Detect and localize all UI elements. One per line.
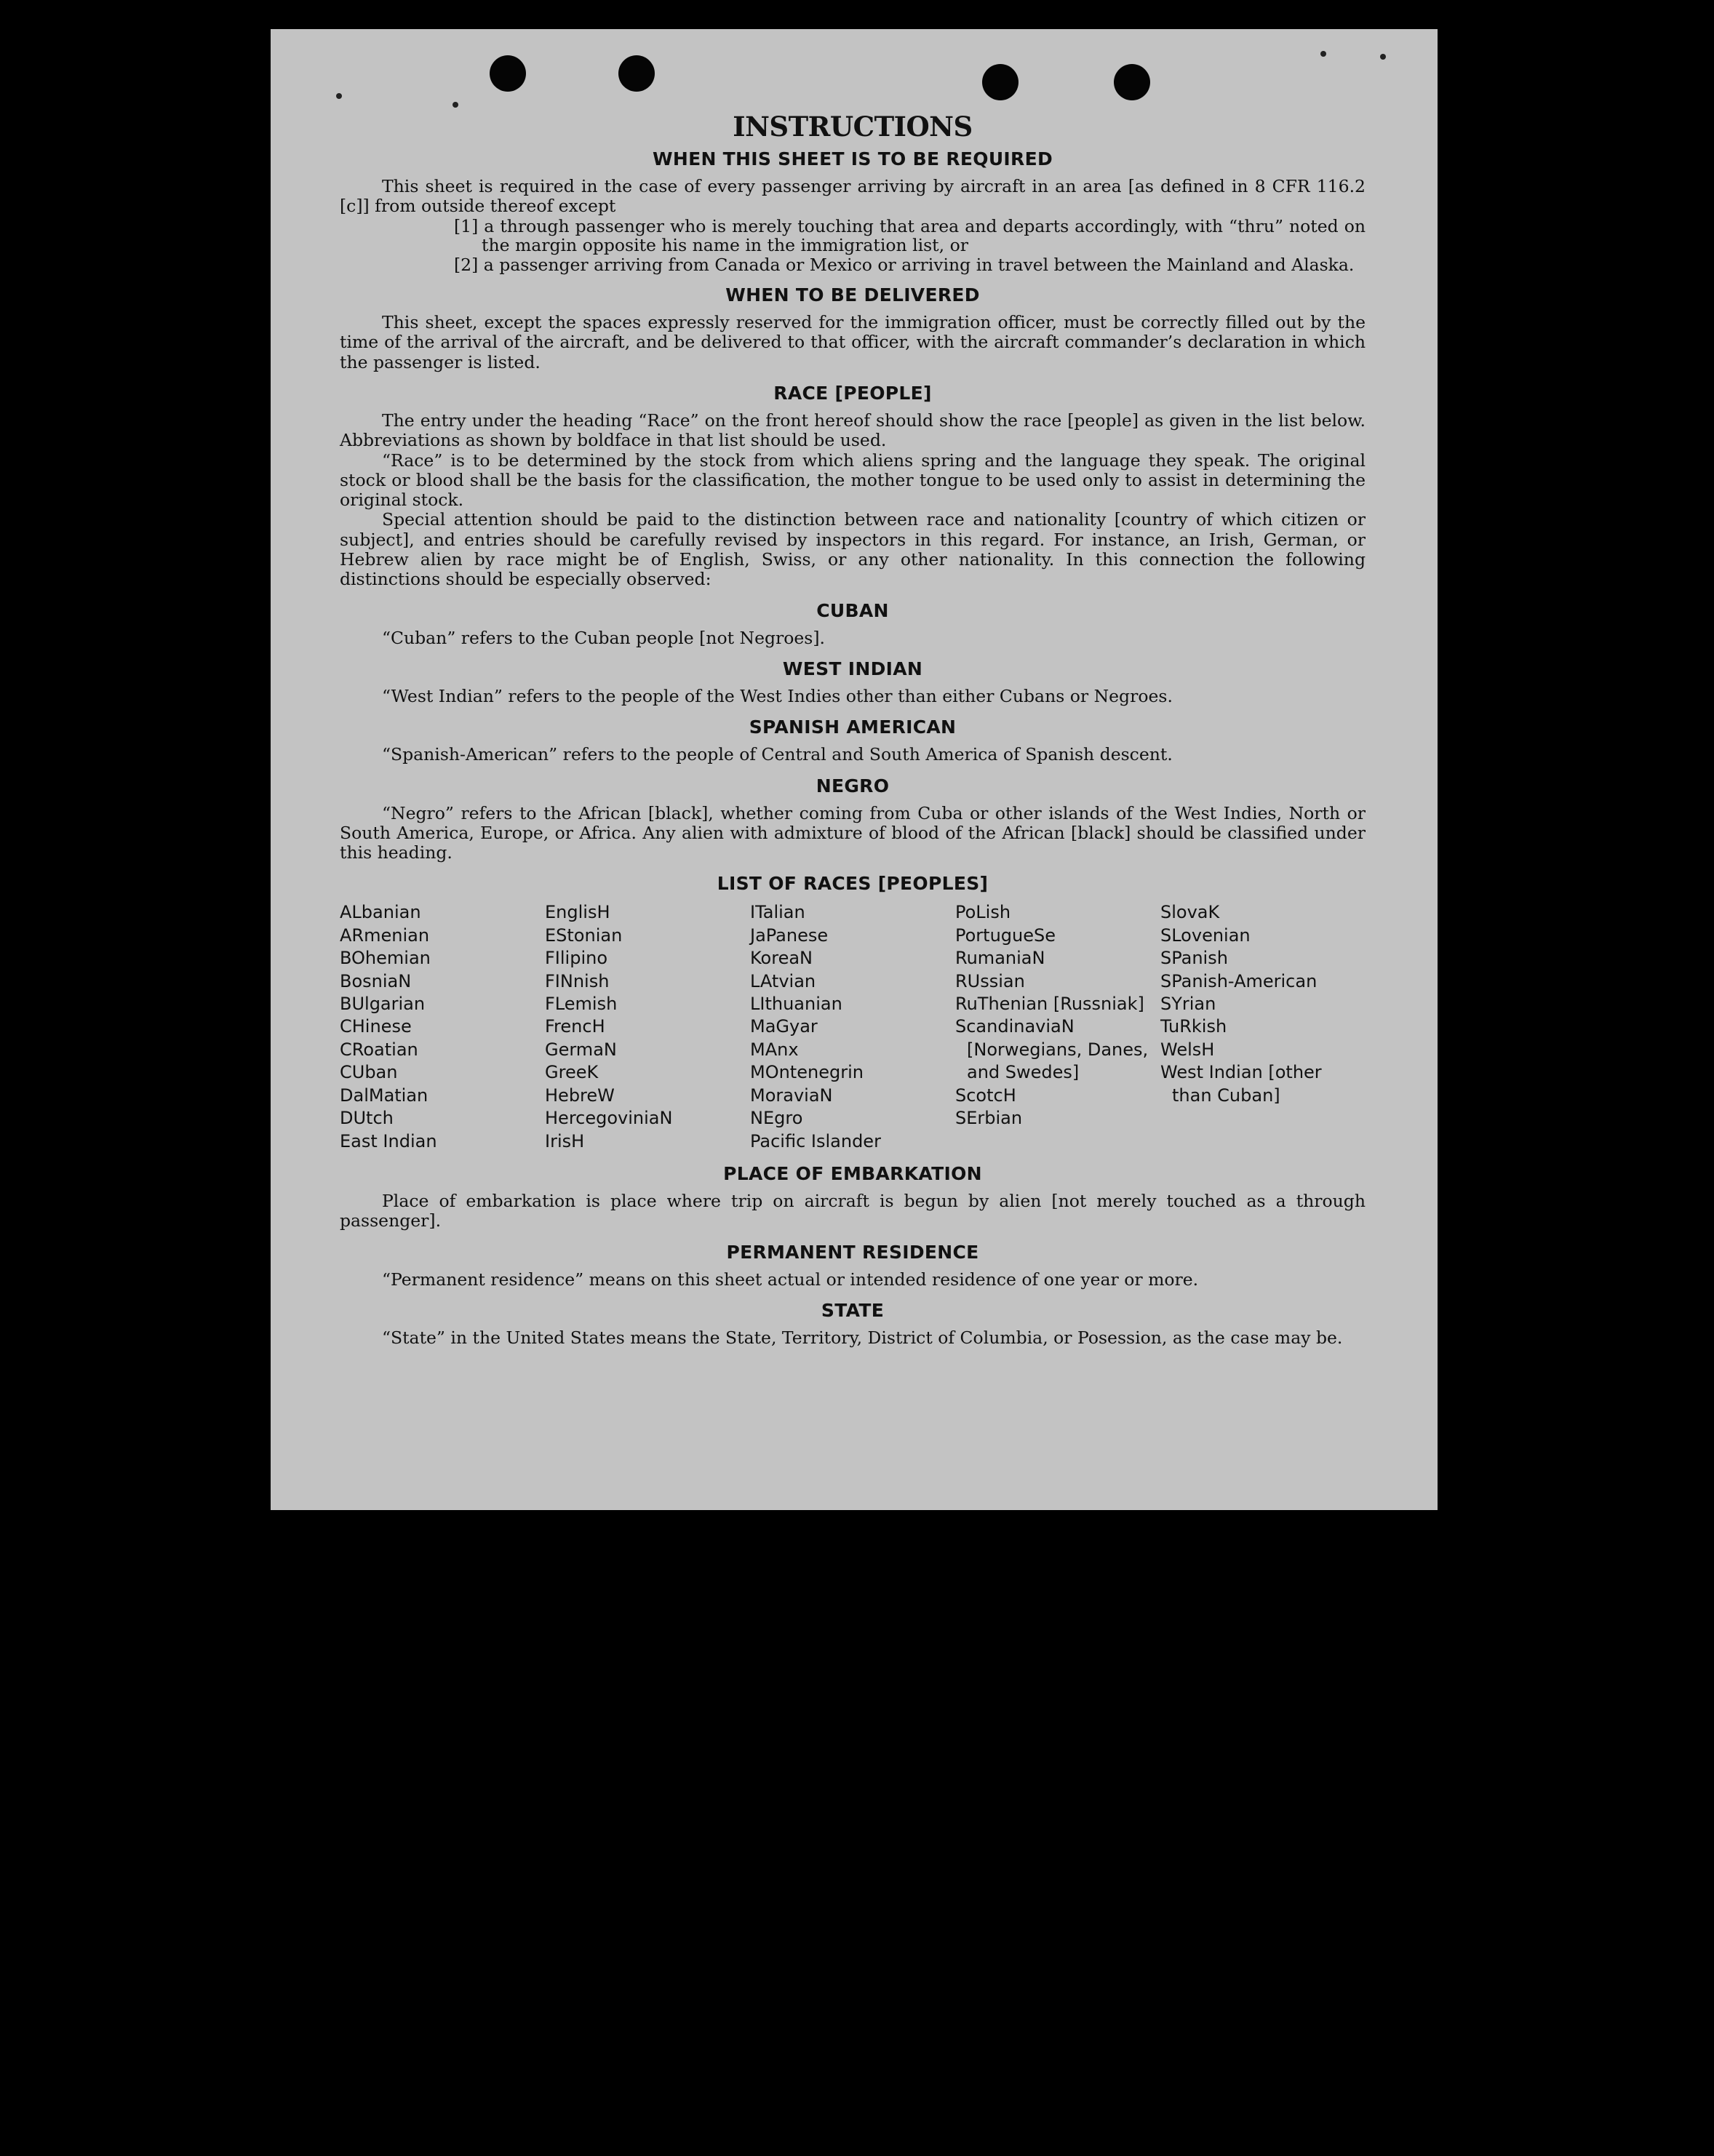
race-entry: ScotcH xyxy=(955,1085,1016,1106)
race-entry: IrisH xyxy=(545,1130,585,1151)
race-entry: WelsH xyxy=(1160,1039,1215,1060)
section-race xyxy=(340,383,1366,590)
race-entry: MAnx xyxy=(750,1039,799,1060)
races-list xyxy=(340,901,1366,1152)
race-entry: HercegoviniaN xyxy=(545,1108,673,1129)
race-entry: FrencH xyxy=(545,1016,605,1037)
punch-hole xyxy=(490,55,526,92)
section-heading: WHEN THIS SHEET IS TO BE REQUIRED xyxy=(652,148,1053,169)
race-entry: BosniaN xyxy=(340,970,412,991)
exception-item: [2] a passenger arriving from Canada or Mexico or arriving in travel between the Mainland and Alaska. xyxy=(454,254,1355,275)
section-state xyxy=(340,1300,1366,1348)
race-entry: SlovaK xyxy=(1160,902,1220,923)
race-entry: SLovenian xyxy=(1160,925,1251,946)
paragraph: “West Indian” refers to the people of the West Indies other than either Cubans or Negroes. xyxy=(382,685,1173,706)
paragraph: This sheet, except the spaces expressly reserved for the immigration officer, must be correctly filled out by the time of the arrival of the aircraft, and be delivered to that officer, with the aircraft commander’s declaration in which the passenger is listed. xyxy=(340,312,1366,372)
race-entry: NEgro xyxy=(750,1108,803,1129)
paragraph: “Race” is to be determined by the stock from which aliens spring and the language they speak. The original stock or blood shall be the basis for the classification, the mother tongue to be used only to assist in determining the original stock. xyxy=(340,450,1366,511)
race-entry: PortugueSe xyxy=(955,925,1056,946)
page-title: INSTRUCTIONS xyxy=(733,111,973,143)
race-entry: SPanish-American xyxy=(1160,970,1318,991)
race-entry: FIlipino xyxy=(545,948,608,969)
race-entry: PoLish xyxy=(955,902,1011,923)
race-entry: MoraviaN xyxy=(750,1085,833,1106)
race-entry: MaGyar xyxy=(750,1016,818,1037)
race-entry: CUban xyxy=(340,1062,398,1083)
section-permanent-residence xyxy=(340,1242,1366,1290)
section-heading: PLACE OF EMBARKATION xyxy=(723,1162,982,1184)
race-entry: East Indian xyxy=(340,1130,437,1151)
speck xyxy=(336,93,342,99)
section-heading: WEST INDIAN xyxy=(782,658,923,679)
race-entry: BOhemian xyxy=(340,948,431,969)
section-heading: SPANISH AMERICAN xyxy=(749,716,957,738)
section-heading: PERMANENT RESIDENCE xyxy=(726,1241,979,1263)
race-entry: JaPanese xyxy=(750,925,829,946)
races-column xyxy=(340,901,545,1152)
race-entry: TuRkish xyxy=(1160,1016,1227,1037)
race-entry: Pacific Islander xyxy=(750,1130,881,1151)
race-entry: FLemish xyxy=(545,994,618,1015)
section-heading: STATE xyxy=(821,1299,885,1321)
race-entry: RUssian xyxy=(955,970,1025,991)
section-when-delivered xyxy=(340,284,1366,372)
section-heading: CUBAN xyxy=(816,599,889,621)
paragraph: “Permanent residence” means on this sheet actual or intended residence of one year or more. xyxy=(382,1269,1199,1290)
instruction-sheet xyxy=(271,29,1438,1510)
paragraph: The entry under the heading “Race” on the front hereof should show the race [people] as given in the list below. Abbreviations as shown by boldface in that list should be used. xyxy=(340,410,1366,451)
race-entry: HebreW xyxy=(545,1085,615,1106)
race-entry: ITalian xyxy=(750,902,805,923)
races-column xyxy=(1160,901,1366,1152)
race-entry: ScandinaviaN [Norwegians, Danes, and Swedes] xyxy=(955,1016,1149,1083)
speck xyxy=(1380,54,1386,60)
punch-hole xyxy=(618,55,655,92)
instructions-body xyxy=(340,111,1366,1348)
paragraph: “Spanish-American” refers to the people of Central and South America of Spanish descent. xyxy=(382,744,1173,765)
race-entry: BUlgarian xyxy=(340,994,426,1015)
race-entry: CHinese xyxy=(340,1016,412,1037)
section-negro xyxy=(340,775,1366,863)
section-list-of-races xyxy=(340,873,1366,1152)
section-west-indian xyxy=(340,658,1366,706)
race-entry: GermaN xyxy=(545,1039,617,1060)
races-column xyxy=(750,901,955,1152)
race-entry: DalMatian xyxy=(340,1085,428,1106)
section-heading: NEGRO xyxy=(816,775,890,796)
paragraph: This sheet is required in the case of every passenger arriving by aircraft in an area [as defined in 8 CFR 116.2 [c]] from outside thereof except xyxy=(340,176,1366,217)
race-entry: ALbanian xyxy=(340,902,421,923)
race-entry: EStonian xyxy=(545,925,623,946)
race-entry: RuThenian [Russniak] xyxy=(955,994,1144,1015)
section-heading: WHEN TO BE DELIVERED xyxy=(725,284,980,306)
paragraph: “State” in the United States means the State, Territory, District of Columbia, or Posession, as the case may be. xyxy=(382,1327,1343,1348)
race-entry: MOntenegrin xyxy=(750,1062,864,1083)
race-entry: KoreaN xyxy=(750,948,813,969)
race-entry: LIthuanian xyxy=(750,994,842,1015)
paragraph: Special attention should be paid to the distinction between race and nationality [country of which citizen or subject], and entries should be carefully revised by inspectors in this regard. For instance, an Irish, German, or Hebrew alien by race might be of English, Swiss, or any other nationality. In this connection the following distinctions should be especially observed: xyxy=(340,509,1366,590)
speck xyxy=(453,102,458,108)
speck xyxy=(1320,51,1326,57)
section-heading: LIST OF RACES [PEOPLES] xyxy=(717,873,989,895)
race-entry: DUtch xyxy=(340,1108,394,1129)
race-entry: FINnish xyxy=(545,970,610,991)
race-entry: CRoatian xyxy=(340,1039,418,1060)
section-cuban xyxy=(340,600,1366,648)
paragraph: Place of embarkation is place where trip on aircraft is begun by alien [not merely touched as a through passenger]. xyxy=(340,1190,1366,1231)
race-entry: SErbian xyxy=(955,1108,1023,1129)
race-entry: SPanish xyxy=(1160,948,1228,969)
race-entry: RumaniaN xyxy=(955,948,1045,969)
races-column xyxy=(955,901,1160,1152)
race-entry: ARmenian xyxy=(340,925,430,946)
paragraph: “Negro” refers to the African [black], whether coming from Cuba or other islands of the West Indies, North or South America, Europe, or Africa. Any alien with admixture of blood of the African [black] should be classified under this heading. xyxy=(340,802,1366,863)
section-when-required xyxy=(340,148,1366,274)
race-entry: West Indian [other than Cuban] xyxy=(1160,1062,1322,1106)
punch-hole xyxy=(982,64,1019,100)
race-entry: SYrian xyxy=(1160,994,1216,1015)
paragraph: “Cuban” refers to the Cuban people [not Negroes]. xyxy=(382,627,826,648)
section-spanish-american xyxy=(340,716,1366,764)
race-entry: GreeK xyxy=(545,1062,599,1083)
section-heading: RACE [PEOPLE] xyxy=(773,382,932,404)
races-column xyxy=(545,901,750,1152)
exception-item: [1] a through passenger who is merely touching that area and departs accordingly, with “thru” noted on the margin opposite his name in the immigration list, or xyxy=(454,215,1366,256)
punch-hole xyxy=(1114,64,1150,100)
section-place-of-embarkation xyxy=(340,1163,1366,1231)
race-entry: LAtvian xyxy=(750,970,816,991)
race-entry: EnglisH xyxy=(545,902,610,923)
